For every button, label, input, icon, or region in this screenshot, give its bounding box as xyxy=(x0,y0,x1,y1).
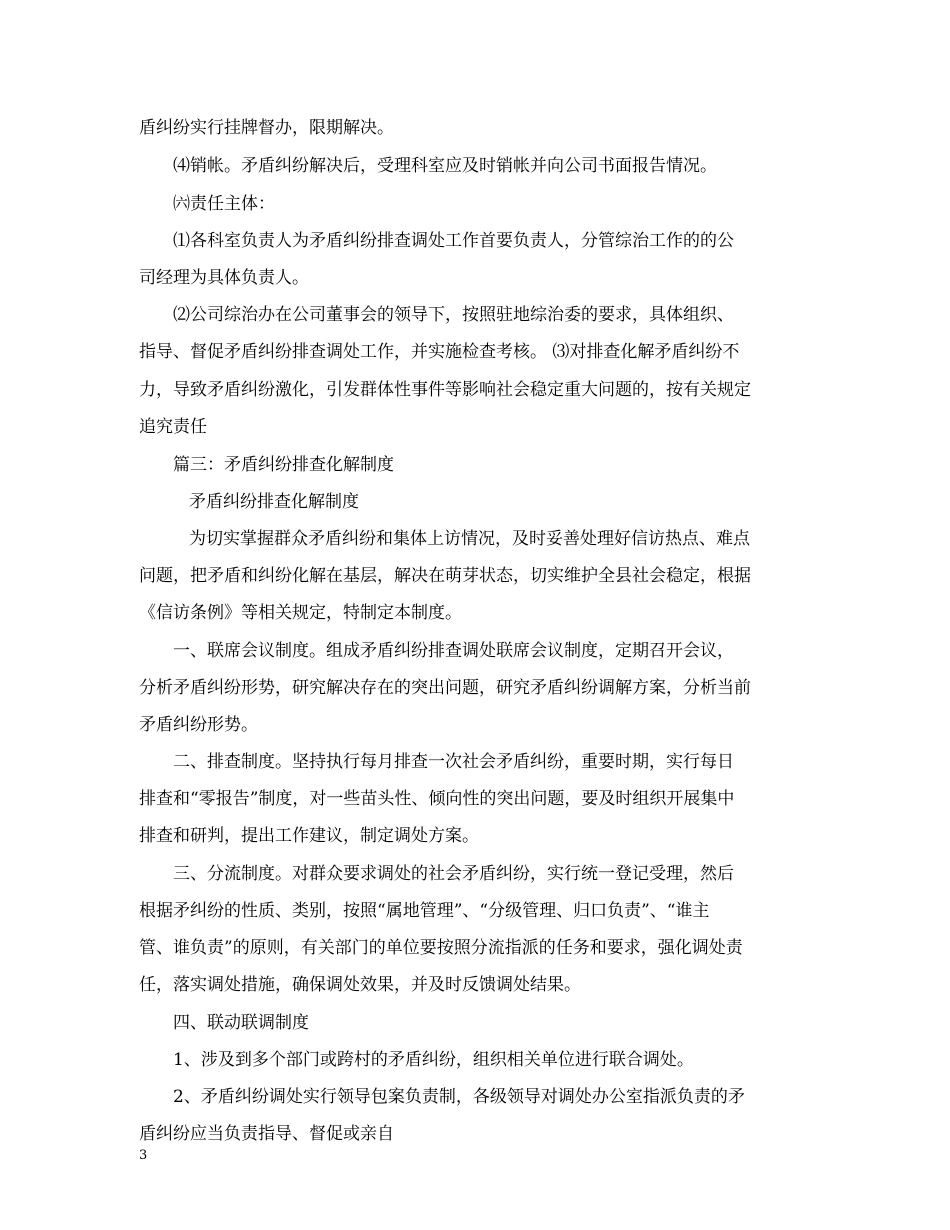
body-line: 问题，把矛盾和纠纷化解在基层，解决在萌芽状态，切实维护全县社会稳定，根据 xyxy=(139,566,751,586)
body-line: 根据矛纠纷的性质、类别，按照“属地管理”、“分级管理、归口负责”、“谁主 xyxy=(139,901,710,921)
body-line: 三、分流制度。对群众要求调处的社会矛盾纠纷，实行统一登记受理，然后 xyxy=(173,864,734,884)
section-title: 矛盾纠纷排查化解制度 xyxy=(189,492,359,512)
body-line: 指导、督促矛盾纠纷排查调处工作，并实施检查考核。 ⑶对排查化解矛盾纠纷不 xyxy=(139,342,740,362)
body-line: 分析矛盾纠纷形势，研究解决存在的突出问题，研究矛盾纠纷调解方案，分析当前 xyxy=(139,678,751,698)
body-line: 管、谁负责”的原则，有关部门的单位要按照分流指派的任务和要求，强化调处责 xyxy=(139,938,743,958)
body-line: 一、联席会议制度。组成矛盾纠纷排查调处联席会议制度，定期召开会议， xyxy=(173,641,734,661)
body-line: 《信访条例》等相关规定，特制定本制度。 xyxy=(139,603,462,623)
body-line: ⑴各科室负责人为矛盾纠纷排查调处工作首要负责人，分管综治工作的的公 xyxy=(173,231,734,251)
body-line: 二、排查制度。坚持执行每月排查一次社会矛盾纠纷，重要时期，实行每日 xyxy=(173,752,734,772)
page-number: 3 xyxy=(139,1148,148,1163)
body-line: 为切实掌握群众矛盾纠纷和集体上访情况，及时妥善处理好信访热点、难点 xyxy=(189,529,750,549)
section-heading: 篇三：矛盾纠纷排查化解制度 xyxy=(173,455,394,475)
body-line: 2、矛盾纠纷调处实行领导包案负责制，各级领导对调处办公室指派负责的矛 xyxy=(173,1087,745,1107)
body-line: 1、涉及到多个部门或跨村的矛盾纠纷，组织相关单位进行联合调处。 xyxy=(173,1050,694,1070)
body-line: 矛盾纠纷形势。 xyxy=(139,715,258,735)
body-line: ⑷销帐。矛盾纠纷解决后，受理科室应及时销帐并向公司书面报告情况。 xyxy=(173,156,717,176)
body-line: 排查和研判，提出工作建议，制定调处方案。 xyxy=(139,826,479,846)
body-line: ㈥责任主体： xyxy=(173,194,275,214)
body-line: 追究责任 xyxy=(139,417,207,437)
body-line: 盾纠纷实行挂牌督办，限期解决。 xyxy=(139,118,394,138)
body-line: 排查和“零报告”制度，对一些苗头性、倾向性的突出问题，要及时组织开展集中 xyxy=(139,789,735,809)
body-line: ⑵公司综治办在公司董事会的领导下，按照驻地综治委的要求，具体组织、 xyxy=(173,305,734,325)
body-line: 司经理为具体负责人。 xyxy=(139,268,309,288)
body-line: 盾纠纷应当负责指导、督促或亲自 xyxy=(139,1124,394,1144)
body-line: 力，导致矛盾纠纷激化，引发群体性事件等影响社会稳定重大问题的，按有关规定 xyxy=(139,380,751,400)
body-line: 任，落实调处措施，确保调处效果，并及时反馈调处结果。 xyxy=(139,975,581,995)
section-heading: 四、联动联调制度 xyxy=(173,1013,309,1033)
